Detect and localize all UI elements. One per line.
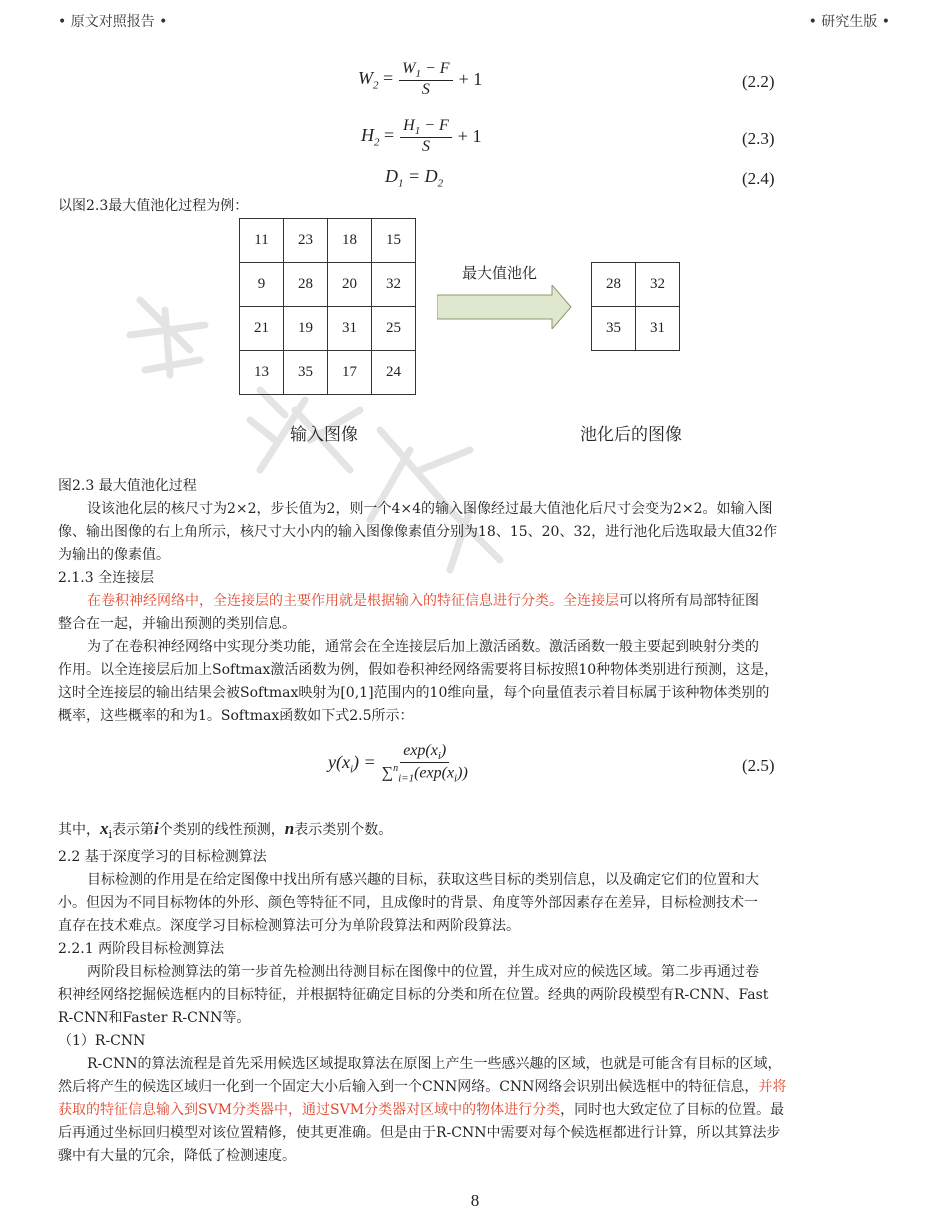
grid-cell: 31 [328,307,372,351]
grid-cell: 35 [592,307,636,351]
equation-number: (2.4) [742,169,775,188]
equation-number: (2.2) [742,72,775,91]
input-caption: 输入图像 [290,425,358,445]
paragraph-line: 在卷积神经网络中，全连接层的主要作用就是根据输入的特征信息进行分类。全连接层可以将所有局部特征图 [87,593,759,609]
paragraph-line: 作用。以全连接层后加上Softmax激活函数为例，假如卷积神经网络需要将目标按照10种物体类别进行预测，这是， [58,662,779,678]
equation-2-2: $W_2$ = $\frac{W_1 - F}{S}$ + 1 [358,60,483,99]
grid-cell: 31 [636,307,680,351]
arrow-label: 最大值池化 [462,264,538,282]
section-heading: 2.2.1 两阶段目标检测算法 [58,940,225,957]
paragraph-line: 概率，这些概率的和为1。Softmax函数如下式2.5所示： [58,708,414,724]
page-number: 8 [470,1191,480,1210]
paragraph-line: 目标检测的作用是在给定图像中找出所有感兴趣的目标，获取这些目标的类别信息，以及确定它们的位置和大 [87,871,759,888]
paragraph-line: R-CNN和Faster R-CNN等。 [58,1009,251,1026]
paragraph-line: 直存在技术难点。深度学习目标检测算法可分为单阶段算法和两阶段算法。 [58,917,520,934]
grid-cell: 13 [240,351,284,395]
equation-2-4: $D_1 = D_2$ [385,166,444,190]
paragraph-line: 获取的特征信息输入到SVM分类器中，通过SVM分类器对区域中的物体进行分类，同时也大致定位了目标的位置。最 [58,1101,785,1118]
paragraph-line: 设该池化层的核尺寸为2×2，步长值为2，则一个4×4的输入图像经过最大值池化后尺寸会变为2×2。如输入图 [87,501,773,517]
equation-number: (2.3) [742,129,775,148]
grid-cell: 32 [636,263,680,307]
equation-number: (2.5) [742,756,775,775]
figure-caption: 图2.3 最大值池化过程 [58,478,197,494]
grid-cell: 11 [240,219,284,263]
header-left: • 原文对照报告 • [58,14,168,30]
paragraph-line: R-CNN的算法流程是首先采用候选区域提取算法在原图上产生一些感兴趣的区域，也就是可能含有目标的区域， [87,1055,782,1072]
grid-cell: 9 [240,263,284,307]
grid-cell: 35 [284,351,328,395]
grid-cell: 15 [372,219,416,263]
section-object-detection [58,817,898,1168]
paragraph-line: 为了在卷积神经网络中实现分类功能，通常会在全连接层后加上激活函数。激活函数一般主要起到映射分类的 [87,639,759,655]
grid-cell: 21 [240,307,284,351]
paragraph-line: 然后将产生的候选区域归一化到一个固定大小后输入到一个CNN网络。CNN网络会识别出候选框中的特征信息，并将 [58,1078,787,1095]
paragraph-line: 其中，$x_i$表示第i个类别的线性预测，n表示类别个数。 [58,819,393,841]
paragraph-line: 这时全连接层的输出结果会被Softmax映射为[0,1]范围内的10维向量，每个向量值表示着目标属于该种物体类别的 [58,685,770,701]
paragraph-line: 骤中有大量的冗余，降低了检测速度。 [58,1147,296,1164]
subsection-heading: （1）R-CNN [58,1032,146,1049]
grid-cell: 28 [592,263,636,307]
grid-cell: 17 [328,351,372,395]
section-heading: 2.2 基于深度学习的目标检测算法 [58,848,267,865]
equation-2-5: $y(x_i)$ = $\frac{\exp(x_i)}{\sum^n_{i=1}(\exp(x_i))}$ [328,742,468,785]
paragraph-line: 后再通过坐标回归模型对该位置精修，使其更准确。但是由于R-CNN中需要对每个候选框都进行计算，所以其算法步 [58,1124,781,1141]
grid-cell: 25 [372,307,416,351]
grid-cell: 18 [328,219,372,263]
paragraph-line: 为输出的像素值。 [58,547,170,563]
paragraph-line: 积神经网络挖掘候选框内的目标特征，并根据特征确定目标的分类和所在位置。经典的两阶段模型有R-CNN、Fast [58,986,769,1003]
arrow-right-icon [437,285,572,329]
section-heading: 2.1.3 全连接层 [58,570,155,586]
grid-cell: 28 [284,263,328,307]
header-right: • 研究生版 • [808,14,890,30]
grid-cell: 24 [372,351,416,395]
paragraph-line: 两阶段目标检测算法的第一步首先检测出待测目标在图像中的位置，并生成对应的候选区域。第二步再通过卷 [87,963,759,980]
highlighted-text: 并将 [758,1078,787,1095]
highlighted-text: 在卷积神经网络中，全连接层的主要作用就是根据输入的特征信息进行分类。全连接层 [87,593,619,609]
paragraph-line: 像、输出图像的右上角所示，核尺寸大小内的输入图像像素值分别为18、15、20、32，进行池化后选取最大值32作 [58,524,778,540]
input-image-grid [239,218,416,395]
output-caption: 池化后的图像 [580,425,682,445]
output-image-grid [591,262,680,351]
grid-cell: 19 [284,307,328,351]
paragraph-line: 小。但因为不同目标物体的外形、颜色等特征不同，且成像时的背景、角度等外部因素存在差异，目标检测技术一 [58,894,758,911]
intro-text: 以图2.3最大值池化过程为例： [58,198,249,214]
grid-cell: 23 [284,219,328,263]
grid-cell: 20 [328,263,372,307]
paragraph-line: 整合在一起，并输出预测的类别信息。 [58,616,296,632]
highlighted-text: 获取的特征信息输入到SVM分类器中，通过SVM分类器对区域中的物体进行分类 [58,1101,561,1118]
grid-cell: 32 [372,263,416,307]
equation-2-3: $H_2$ = $\frac{H_1 - F}{S}$ + 1 [361,117,482,156]
section-fully-connected [58,475,898,728]
